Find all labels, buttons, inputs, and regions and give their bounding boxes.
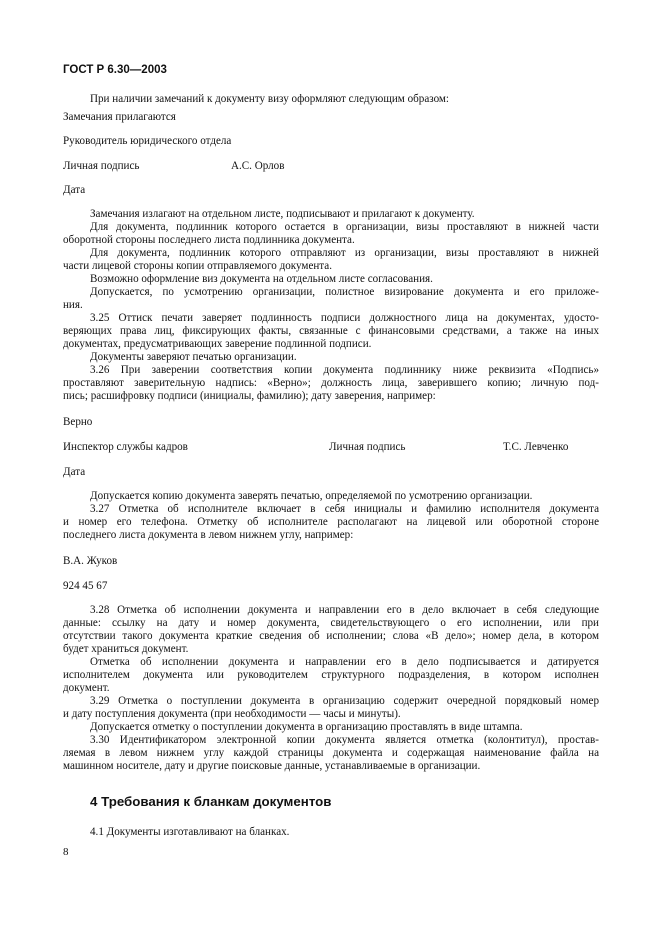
- paragraph-328b-line1: Отметка об исполнении документа и направлении его в дело подписывается и датируется: [90, 656, 599, 668]
- document-code-header: ГОСТ Р 6.30—2003: [63, 64, 167, 76]
- paragraph-page-visa-line1: Допускается, по усмотрению организации, полистное визирование документа и его приложе-: [90, 286, 599, 298]
- paragraph-327-line1: 3.27 Отметка об исполнителе включает в себя инициалы и фамилию исполнителя документа: [90, 503, 599, 515]
- paragraph-325-line2: веряющих права лиц, фиксирующих факты, связанные с финансовыми средствами, а также на иных: [63, 325, 599, 337]
- paragraph-41: 4.1 Документы изготавливают на бланках.: [90, 826, 290, 838]
- paragraph-original-line2: оборотной стороны последнего листа подлинника документа.: [63, 234, 355, 246]
- certify-signature-text: Личная подпись: [329, 441, 406, 453]
- visa-position-text: Руководитель юридического отдела: [63, 135, 232, 147]
- paragraph-326-line3: пись; расшифровку подписи (инициалы, фамилию); дату заверения, например:: [63, 390, 436, 402]
- certify-name-text: Т.С. Левченко: [503, 441, 569, 453]
- paragraph-327-line3: последнего листа документа в левом нижнем углу, например:: [63, 529, 354, 541]
- executor-phone-text: 924 45 67: [63, 580, 108, 592]
- section-4-heading: 4 Требования к бланкам документов: [90, 794, 332, 809]
- paragraph-325-seal: Документы заверяют печатью организации.: [90, 351, 297, 363]
- paragraph-329-stamp: Допускается отметку о поступлении документа в организацию проставлять в виде штампа.: [90, 721, 523, 733]
- visa-remarks-text: Замечания прилагаются: [63, 111, 176, 123]
- paragraph-sent-line1: Для документа, подлинник которого отправляют из организации, визы проставляют в нижней: [90, 247, 599, 259]
- certify-verno-text: Верно: [63, 416, 93, 428]
- paragraph-330-line3: машинном носителе, дату и другие поисковые данные, устанавливаемые в организации.: [63, 760, 481, 772]
- paragraph-329-line1: 3.29 Отметка о поступлении документа в организацию содержит очередной порядковый номер: [90, 695, 599, 707]
- paragraph-327-line2: и номер его телефона. Отметку об исполнителе располагают на лицевой или оборотной стороне: [63, 516, 599, 528]
- paragraph-328b-line2: исполнителем документа или руководителем структурного подразделения, в котором исполнен: [63, 669, 599, 681]
- paragraph-sent-line2: части лицевой стороны копии отправляемого документа.: [63, 260, 332, 272]
- certify-date-text: Дата: [63, 466, 86, 478]
- paragraph-remarks: Замечания излагают на отдельном листе, подписывают и прилагают к документу.: [90, 208, 475, 220]
- visa-name-text: А.С. Орлов: [231, 160, 285, 172]
- certify-position-text: Инспектор службы кадров: [63, 441, 188, 453]
- paragraph-329-line2: и дату поступления документа (при необходимости — часы и минуты).: [63, 708, 401, 720]
- paragraph-330-line1: 3.30 Идентификатором электронной копии документа является отметка (колонтитул), простав-: [90, 734, 599, 746]
- paragraph-330-line2: ляемая в левом нижнем углу каждой страницы документа и содержащая наименование файла на: [63, 747, 599, 759]
- page-number: 8: [63, 846, 69, 858]
- paragraph-325-line1: 3.25 Оттиск печати заверяет подлинность подписи должностного лица на документах, удосто-: [90, 312, 599, 324]
- paragraph-original-line1: Для документа, подлинник которого остается в организации, визы проставляют в нижней части: [90, 221, 599, 233]
- paragraph-page-visa-line2: ния.: [63, 299, 83, 311]
- visa-date-text: Дата: [63, 184, 86, 196]
- visa-intro-text: При наличии замечаний к документу визу оформляют следующим образом:: [90, 93, 450, 105]
- paragraph-328b-line3: документ.: [63, 682, 110, 694]
- paragraph-328-line4: будет храниться документ.: [63, 643, 189, 655]
- paragraph-326-line1: 3.26 При заверении соответствия копии документа подлиннику ниже реквизита «Подпись»: [90, 364, 599, 376]
- paragraph-seal-copy: Допускается копию документа заверять печатью, определяемой по усмотрению организации.: [90, 490, 533, 502]
- paragraph-326-line2: проставляют заверительную надпись: «Верно»; должность лица, заверившего копию; личную под-: [63, 377, 599, 389]
- paragraph-328-line3: отсутствии такого документа краткие сведения об исполнении; слова «В дело»; номер дела, в котором: [63, 630, 599, 642]
- paragraph-328-line2: данные: ссылку на дату и номер документа, свидетельствующего о его исполнении, или при: [63, 617, 599, 629]
- paragraph-separate-sheet: Возможно оформление виз документа на отдельном листе согласования.: [90, 273, 433, 285]
- paragraph-325-line3: документах, предусматривающих заверение подлинной подписи.: [63, 338, 372, 350]
- paragraph-328-line1: 3.28 Отметка об исполнении документа и направлении его в дело включает в себя следующие: [90, 604, 599, 616]
- visa-signature-text: Личная подпись: [63, 160, 140, 172]
- executor-name-text: В.А. Жуков: [63, 555, 118, 567]
